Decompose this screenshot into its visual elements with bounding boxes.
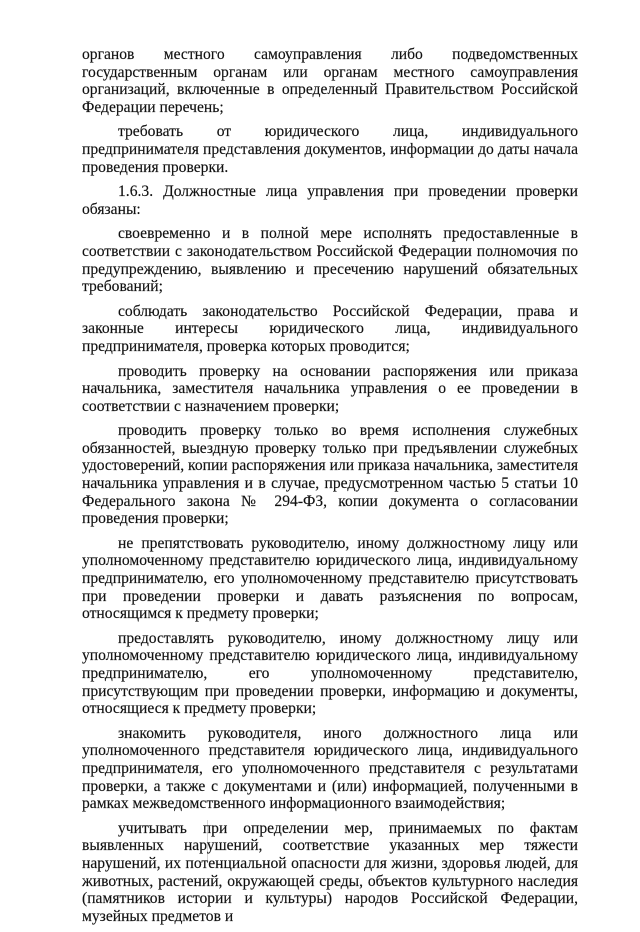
paragraph-inspection-duties: проводить проверку только во время исполнения служебных обязанностей, выездную проверку только при предъявлении служебных удостоверений, копии распоряжения или приказа начальника, заместителя начальника управления и в случае, предусмотренном частью 5 статьи 10 Федерального закона № 294-ФЗ, копии документа о согласовании проведения проверки; [82,422,578,528]
paragraph-continuation: органов местного самоуправления либо подведомственных государственным органам или органам местного самоуправления организаций, включенные в определенный Правительством Российской Федерации перечень; [82,46,578,116]
paragraph-not-obstruct: не препятствовать руководителю, иному должностному лицу или уполномоченному представителю юридического лица, индивидуальному предпринимателю, его уполномоченному представителю присутствовать при проведении проверки и давать разъяснения по вопросам, относящимся к предмету проверки; [82,534,578,623]
paragraph-observe-law: соблюдать законодательство Российской Федерации, права и законные интересы юридического лица, индивидуального предпринимателя, проверка которых проводится; [82,302,578,355]
paragraph-exercise-powers: своевременно и в полной мере исполнять предоставленные в соответствии с законодательством Российской Федерации полномочия по предупреждению, выявлению и пресечению нарушений обязательных требований; [82,225,578,296]
document-page [82,46,578,932]
paragraph-inspection-basis: проводить проверку на основании распоряжения или приказа начальника, заместителя начальника управления о ее проведении в соответствии с назначением проверки; [82,362,578,415]
paragraph-require-documents: требовать от юридического лица, индивидуального предпринимателя представления документов, информации до даты начала проведения проверки. [82,123,578,176]
paragraph-consider-measures: учитывать при определении мер, принимаемых по фактам выявленных нарушений, соответствие указанных мер тяжести нарушений, их потенциальной опасности для жизни, здоровья людей, для животных, растений, окружающей среды, объектов культурного наследия (памятников истории и культуры) народов Российской Федерации, музейных предметов и [82,819,578,925]
paragraph-provide-information: предоставлять руководителю, иному должностному лицу или уполномоченному представителю юридического лица, индивидуальному предпринимателю, его уполномоченному представителю, присутствующим при проведении проверки, информацию и документы, относящиеся к предмету проверки; [82,629,578,718]
paragraph-section-1-6-3: 1.6.3. Должностные лица управления при проведении проверки обязаны: [82,183,578,218]
paragraph-familiarize-results: знакомить руководителя, иного должностного лица или уполномоченного представителя юридического лица, индивидуального предпринимателя, его уполномоченного представителя с результатами проверки, а также с документами и (или) информацией, полученными в рамках межведомственного информационного взаимодействия; [82,724,578,813]
